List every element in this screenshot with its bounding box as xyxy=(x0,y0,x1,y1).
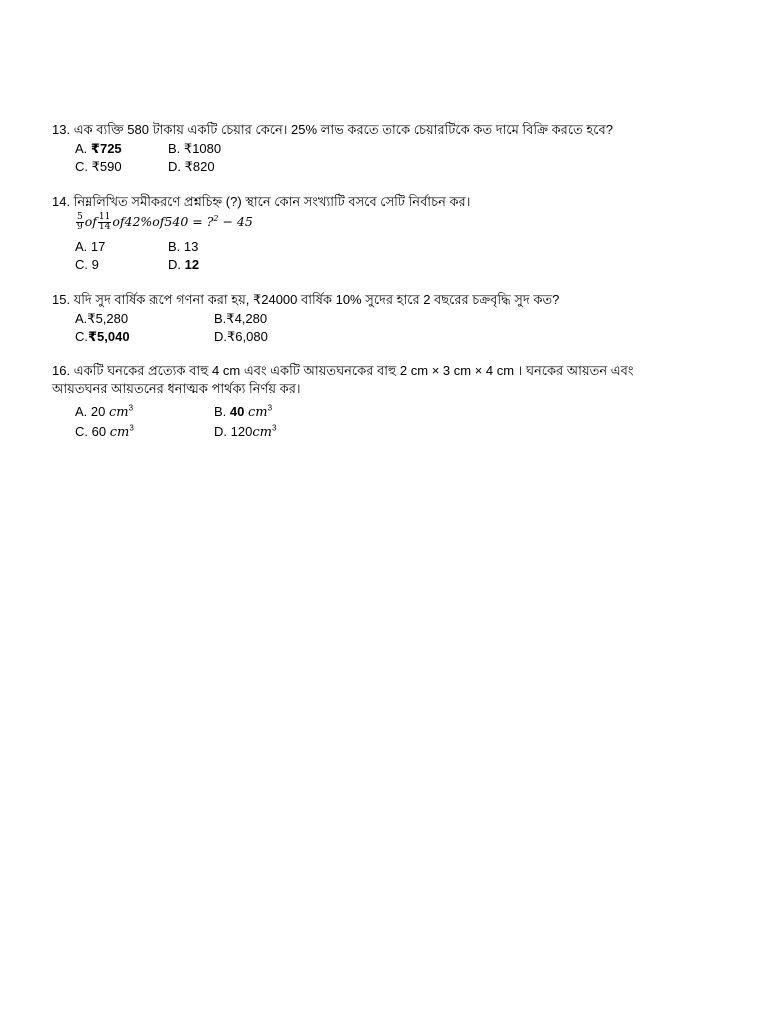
question-text xyxy=(52,193,712,211)
option-value: 20 xyxy=(90,404,109,419)
option-value: 40 xyxy=(229,404,245,419)
option-c: C. 9 xyxy=(75,257,99,272)
option-value: ₹5,040 xyxy=(88,329,130,344)
equation: $\frac{5}{9}$ of $\frac{11}{14}$ of42%of540 = ?$^2$ − 45 xyxy=(77,212,253,232)
option-a: A. 17 xyxy=(75,239,106,254)
option-a: A.₹5,280 xyxy=(75,311,129,326)
option-value: ₹6,080 xyxy=(227,329,268,344)
option-d: D.₹6,080 xyxy=(214,329,268,344)
option-b: B. ₹1080 xyxy=(168,141,222,156)
question-15 xyxy=(52,291,712,351)
option-d: D. 12 xyxy=(168,257,200,272)
question-body: যদি সুদ বার্ষিক রূপে গণনা করা হয়, ₹24000 বার্ষিক 10% সুদের হারে 2 বছরের চক্রবৃদ্ধি সুদ কত? xyxy=(73,292,560,307)
option-b: B. 13 xyxy=(168,239,199,254)
question-number: 13. xyxy=(52,122,71,137)
option-value: 12 xyxy=(184,257,200,272)
question-text xyxy=(52,362,712,398)
option-d: D. ₹820 xyxy=(168,159,215,174)
question-13 xyxy=(52,121,712,181)
option-value: 120 xyxy=(230,424,253,439)
option-value: ₹820 xyxy=(184,159,215,174)
question-number: 15. xyxy=(52,292,71,307)
option-value: 13 xyxy=(183,239,199,254)
option-d: D. $120cm^3$ xyxy=(214,423,277,440)
question-text xyxy=(52,291,712,309)
option-value: ₹1080 xyxy=(183,141,222,156)
option-b: B.₹4,280 xyxy=(214,311,268,326)
option-value: 17 xyxy=(90,239,106,254)
option-a: A. 20 $cm^3$ xyxy=(75,403,134,420)
option-value: 9 xyxy=(91,257,99,272)
option-value: 60 xyxy=(91,424,110,439)
question-text xyxy=(52,121,712,139)
option-c: C. 60 $cm^3$ xyxy=(75,423,134,440)
question-number: 14. xyxy=(52,194,71,209)
question-body: একটি ঘনকের প্রত্যেক বাহু 4 cm এবং একটি আয়তঘনকের বাহু 2 cm × 3 cm × 4 cm । ঘনকের আয়তন এবং xyxy=(73,363,634,378)
option-value: ₹5,280 xyxy=(87,311,129,326)
option-value: ₹725 xyxy=(90,141,122,156)
option-c: C. ₹590 xyxy=(75,159,122,174)
question-body: এক ব্যক্তি 580 টাকায় একটি চেয়ার কেনে। 25% লাভ করতে তাকে চেয়ারটিকে কত দামে বিক্রি করতে হবে? xyxy=(73,122,613,137)
option-value: ₹4,280 xyxy=(226,311,268,326)
question-16 xyxy=(52,362,712,452)
question-body-line2: আয়তঘনর আয়তনের ধনাত্মক পার্থক্য নির্ণয় কর। xyxy=(52,381,301,396)
option-a: A. ₹725 xyxy=(75,141,122,156)
question-body: নিম্নলিখিত সমীকরণে প্রশ্নচিহ্ন (?) স্থানে কোন সংখ্যাটি বসবে সেটি নির্বাচন কর। xyxy=(73,194,471,209)
question-14 xyxy=(52,193,712,275)
option-c: C.₹5,040 xyxy=(75,329,130,344)
question-number: 16. xyxy=(52,363,71,378)
option-b: B. 40 $cm^3$ xyxy=(214,403,273,420)
option-value: ₹590 xyxy=(91,159,122,174)
